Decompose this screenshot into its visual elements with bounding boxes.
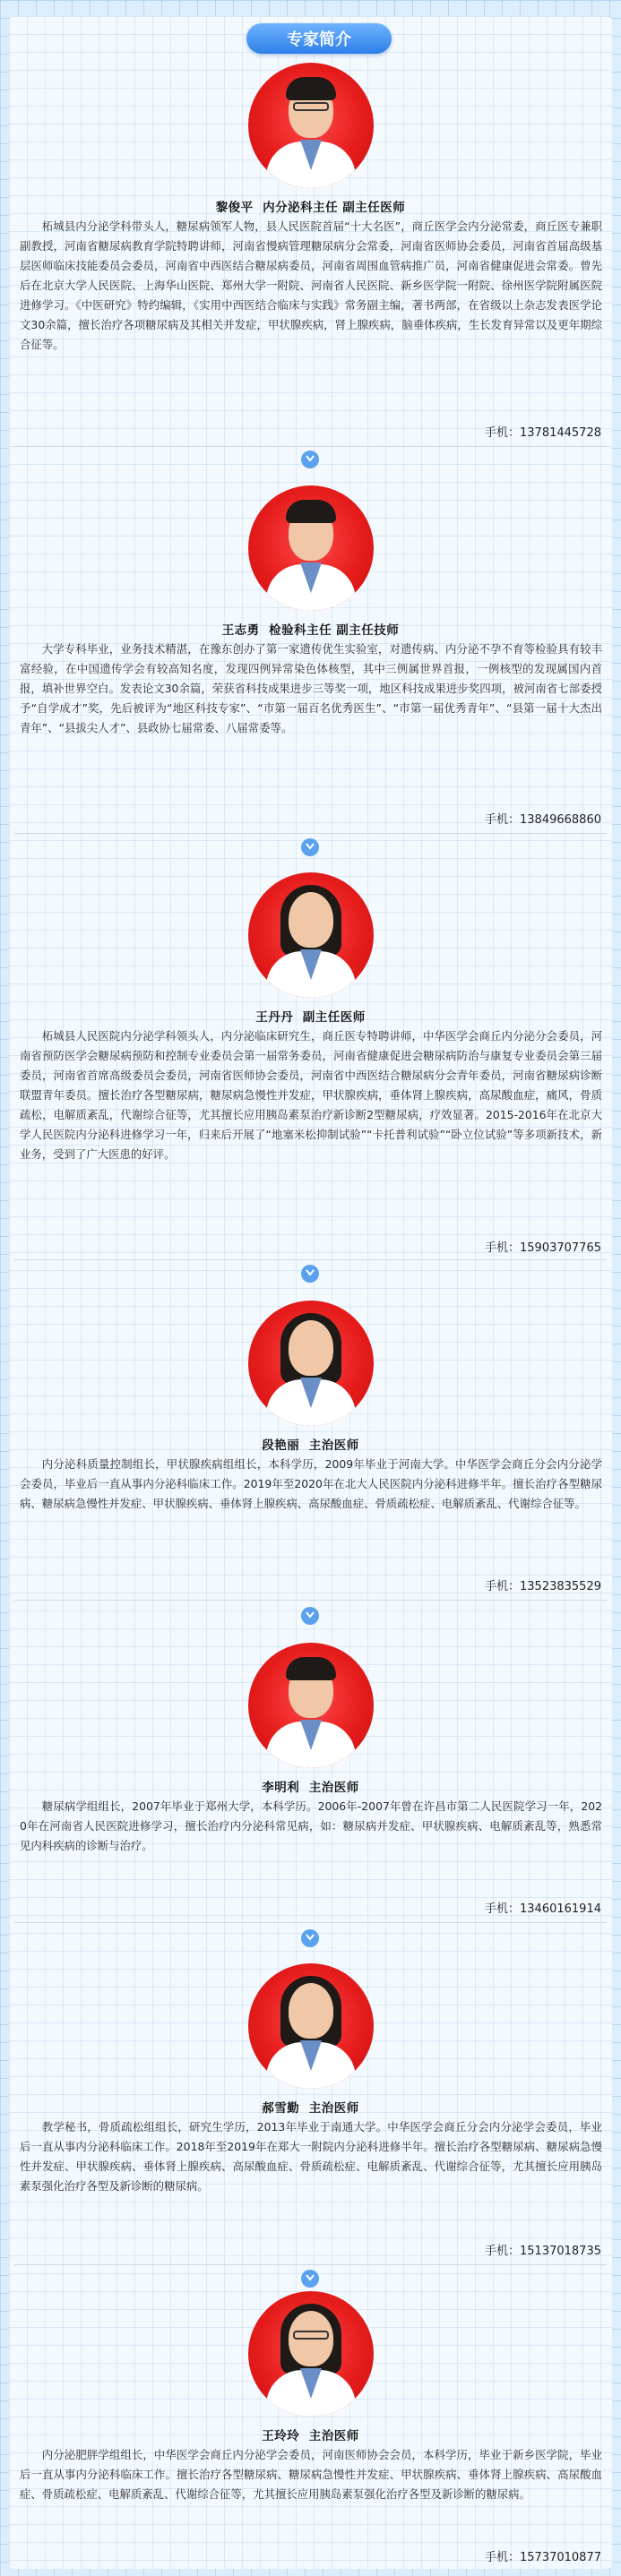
avatar xyxy=(248,1643,374,1768)
chevron-down-icon xyxy=(301,2270,319,2288)
expert-title: 主治医师 xyxy=(308,2101,359,2116)
chevron-down-icon xyxy=(301,451,319,468)
divider xyxy=(14,1922,607,1923)
expert-name: 郝雪勤 xyxy=(262,2101,300,2116)
expert-name: 段艳丽 xyxy=(262,1438,300,1453)
expert-heading xyxy=(9,197,612,215)
expert-bio: 柘城县内分泌学科带头人，糖尿病领军人物，县人民医院首届“十大名医”，商丘医学会内分泌常委，商丘医专兼职副教授，河南省糖尿病教育学院特聘讲师，河南省慢病管理糖尿病分会常委，河南省医师协会委员，河南省首届高级基层医师临床技能委员会委员，河南省中西医结合糖尿病委员，河南省周围血管病推广员，河南省健康促进会常委。曾先后在北京大学人民医院、上海华山医院、郑州大学一附院、河南省人民医院、新乡医学院一附院、徐州医学院附属医院进修学习。《中医研究》特约编辑，《实用中西医结合临床与实践》常务副主编，著书两部，在省级以上杂志发表医学论文30余篇，擅长治疗各项糖尿病及其相关并发症，甲状腺疾病，肾上腺疾病，脑垂体疾病，生长发育异常以及更年期综合征等。 xyxy=(20,219,602,351)
avatar xyxy=(248,63,374,188)
expert-name: 李明利 xyxy=(262,1781,300,1795)
avatar xyxy=(248,485,374,611)
expert-card xyxy=(9,1963,612,2268)
expert-bio: 柘城县人民医院内分泌学科领头人，内分泌临床研究生，商丘医专特聘讲师，中华医学会商丘内分泌分会委员，河南省预防医学会糖尿病预防和控制专业委员会第一届常务委员，河南省健康促进会糖尿病防治与康复专业委员会第三届委员，河南省首席高级委员会委员，河南省医师协会委员，河南省中西医结合糖尿病分会青年委员，河南省糖尿病诊断联盟青年委员。擅长治疗各型糖尿病，糖尿病急慢性并发症，甲状腺疾病，垂体肾上腺疾病，高尿酸血症，痛风，骨质疏松，电解质紊乱，代谢综合征等，尤其擅长应用胰岛素泵治疗新诊断2型糖尿病，疗效显著。2015-2016年在北京大学人民医院内分泌科进修学习一年，归来后开展了“地塞米松抑制试验”“卡托普利试验”“卧立位试验”等多项新技术，新业务，受到了广大医患的好评。 xyxy=(20,1029,602,1161)
expert-title: 检验科主任 副主任技师 xyxy=(269,623,400,638)
expert-title: 主治医师 xyxy=(308,1438,359,1453)
avatar xyxy=(248,1963,374,2089)
avatar xyxy=(248,872,374,998)
expert-card xyxy=(9,1643,612,1926)
expert-title: 主治医师 xyxy=(308,1781,359,1795)
avatar xyxy=(248,2291,374,2417)
expert-phone: 手机：13523835529 xyxy=(485,1580,601,1593)
expert-heading xyxy=(9,1007,612,1025)
divider xyxy=(14,833,607,834)
expert-phone: 手机：13849668860 xyxy=(485,813,601,827)
expert-heading xyxy=(9,1435,612,1453)
chevron-down-icon xyxy=(301,838,319,856)
expert-phone: 手机：13460161914 xyxy=(485,1902,601,1916)
divider xyxy=(14,1600,607,1601)
expert-name: 王丹丹 xyxy=(255,1010,294,1025)
expert-heading xyxy=(9,2098,612,2116)
expert-heading xyxy=(9,2426,612,2443)
expert-card xyxy=(9,872,612,1263)
expert-name: 王志勇 xyxy=(221,623,260,638)
section-badge: 专家简介 xyxy=(246,23,392,54)
chevron-down-icon xyxy=(301,1607,319,1625)
expert-card xyxy=(9,1301,612,1603)
expert-phone: 手机：15903707765 xyxy=(485,1241,601,1255)
chevron-down-icon xyxy=(301,1929,319,1947)
expert-bio: 教学秘书，骨质疏松组组长，研究生学历，2013年毕业于南通大学。中华医学会商丘分会内分泌学会委员，毕业后一直从事内分泌科临床工作。2018年至2019年在郑大一附院内分泌科进修半年。擅长治疗各型糖尿病、糖尿病急慢性并发症、甲状腺疾病、垂体肾上腺疾病、高尿酸血症、骨质疏松症、电解质紊乱、代谢综合征等，尤其擅长应用胰岛素泵强化治疗各型及新诊断的糖尿病。 xyxy=(20,2120,602,2193)
expert-title: 主治医师 xyxy=(308,2429,359,2443)
expert-card xyxy=(9,2291,612,2567)
divider xyxy=(14,1259,607,1260)
expert-heading xyxy=(9,1777,612,1795)
chevron-down-icon xyxy=(301,1265,319,1283)
expert-name: 黎俊平 xyxy=(215,201,254,215)
expert-bio: 糖尿病学组组长，2007年毕业于郑州大学，本科学历。2006年-2007年曾在许昌市第二人民医院学习一年，2020年在河南省人民医院进修学习，擅长治疗内分泌科常见病，如：糖尿病并发症、甲状腺疾病、电解质紊乱等，熟悉常见内科疾病的诊断与治疗。 xyxy=(20,1799,602,1852)
avatar xyxy=(248,1301,374,1426)
divider xyxy=(14,2264,607,2265)
expert-phone: 手机：15137018735 xyxy=(485,2245,601,2258)
expert-title: 内分泌科主任 副主任医师 xyxy=(263,201,406,215)
divider xyxy=(14,446,607,447)
expert-bio: 内分泌肥胖学组组长，中华医学会商丘内分泌学会委员，河南医师协会会员，本科学历，毕业于新乡医学院，毕业后一直从事内分泌科临床工作。擅长治疗各型糖尿病、糖尿病急慢性并发症、甲状腺疾病、垂体肾上腺疾病、高尿酸血症、骨质疏松症、电解质紊乱、代谢综合征等，尤其擅长应用胰岛素泵强化治疗各型及新诊断的糖尿病。 xyxy=(20,2448,602,2501)
expert-title: 副主任医师 xyxy=(302,1010,366,1025)
expert-card xyxy=(9,63,612,448)
expert-bio: 内分泌科质量控制组长，甲状腺疾病组组长，本科学历，2009年毕业于河南大学。中华医学会商丘分会内分泌学会委员，毕业后一直从事内分泌科临床工作。2019年至2020年在北大人民医院内分泌科进修半年。擅长治疗各型糖尿病、糖尿病急慢性并发症、甲状腺疾病、垂体肾上腺疾病、高尿酸血症、骨质疏松症、电解质紊乱、代谢综合征等。 xyxy=(20,1457,602,1510)
expert-card xyxy=(9,485,612,837)
expert-name: 王玲玲 xyxy=(262,2429,300,2443)
expert-phone: 手机：13781445728 xyxy=(485,426,601,440)
expert-heading xyxy=(9,620,612,638)
expert-phone: 手机：15737010877 xyxy=(485,2551,601,2564)
expert-bio: 大学专科毕业，业务技术精湛，在豫东创办了第一家遗传优生实验室，对遗传病、内分泌不孕不育等检验具有较丰富经验，在中国遗传学会有较高知名度，发现四例异常染色体核型，其中三例属世界首报，一例核型的发现属国内首报，填补世界空白。发表论文30余篇，荣获省科技成果进步三等奖一项，地区科技成果进步奖四项，被河南省七部委授予“自学成才”奖，先后被评为“地区科技专家”、“市第一届百名优秀医生”、“市第一届优秀青年”、“县第一届十大杰出青年”、“县拔尖人才”、县政协七届常委、八届常委等。 xyxy=(20,642,602,734)
expert-panel xyxy=(9,16,612,2569)
